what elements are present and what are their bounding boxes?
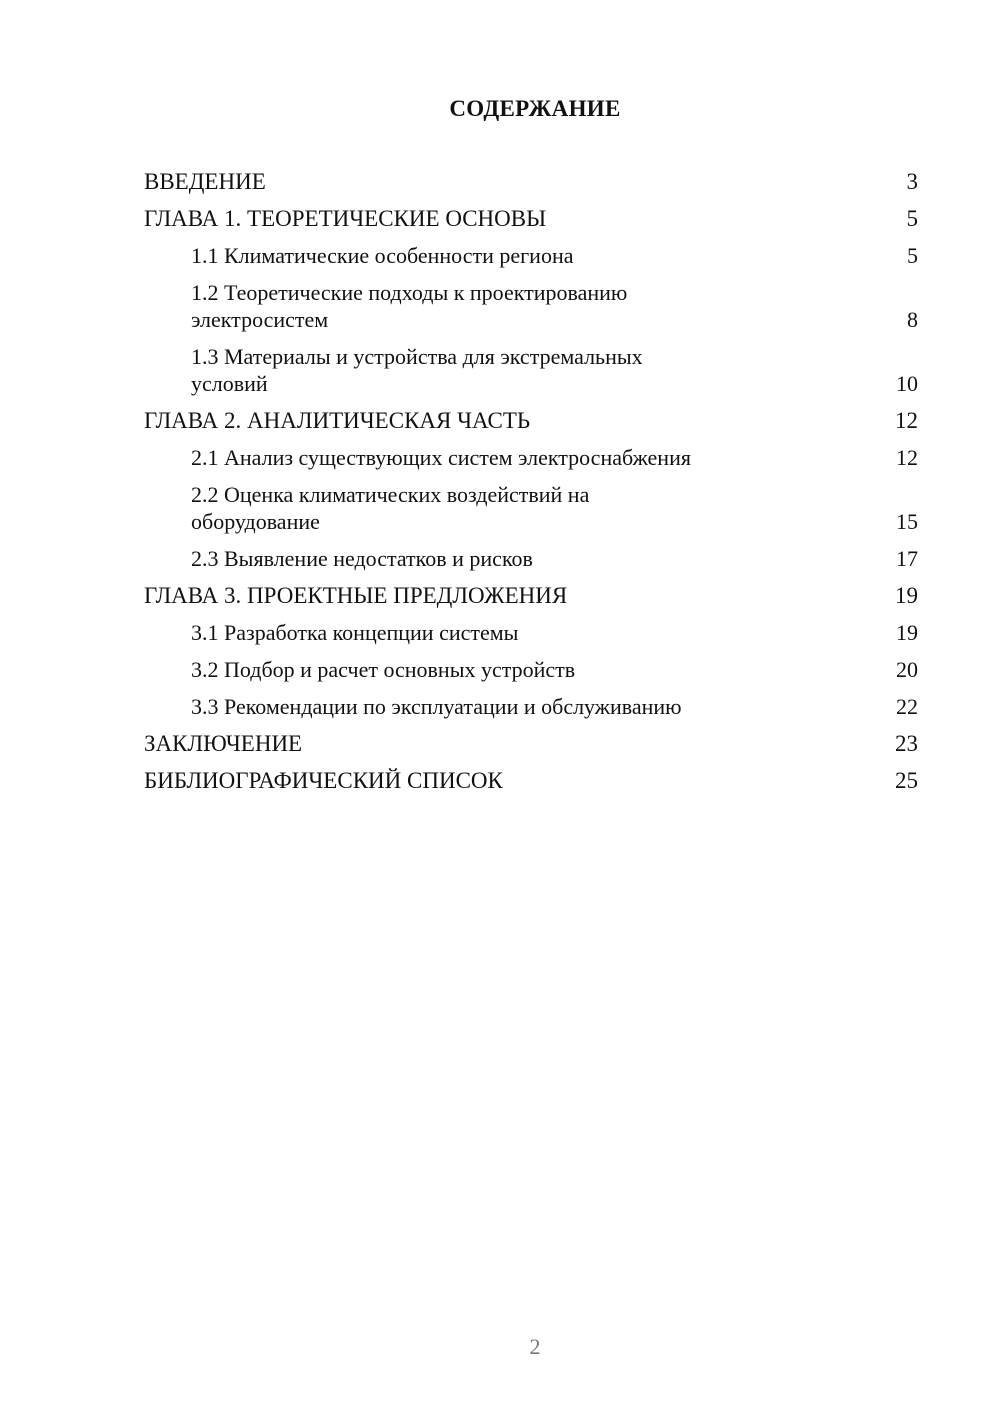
toc-entry-label: 2.1 Анализ существующих систем электроснабжения (191, 445, 691, 470)
toc-entry-section-3-1[interactable] (144, 619, 918, 646)
toc-entry-label: ГЛАВА 3. ПРОЕКТНЫЕ ПРЕДЛОЖЕНИЯ (144, 583, 568, 608)
toc-entry-label: ГЛАВА 1. ТЕОРЕТИЧЕСКИЕ ОСНОВЫ (144, 206, 547, 231)
toc-entry-page: 5 (907, 243, 918, 268)
toc-entry-label: 1.1 Климатические особенности региона (191, 243, 574, 268)
toc-entry-page: 8 (907, 307, 918, 332)
table-of-contents (144, 168, 918, 804)
toc-entry-chapter-2[interactable] (144, 407, 918, 434)
page-title: СОДЕРЖАНИЕ (449, 96, 621, 121)
toc-entry-label: 2.3 Выявление недостатков и рисков (191, 546, 533, 571)
toc-entry-page: 10 (896, 371, 918, 396)
toc-entry-page: 12 (896, 445, 918, 470)
toc-entry-label: ГЛАВА 2. АНАЛИТИЧЕСКАЯ ЧАСТЬ (144, 408, 531, 433)
toc-entry-page: 25 (895, 768, 918, 793)
toc-entry-page: 17 (896, 546, 918, 571)
toc-entry-section-3-2[interactable] (144, 656, 918, 683)
toc-entry-page: 5 (906, 206, 918, 231)
toc-entry-section-1-1[interactable] (144, 242, 918, 269)
toc-entry-section-1-3[interactable] (144, 343, 918, 397)
toc-entry-label: 3.3 Рекомендации по эксплуатации и обслуживанию (191, 694, 682, 719)
toc-entry-label: 2.2 Оценка климатических воздействий на оборудование (191, 482, 590, 534)
toc-entry-label: 3.1 Разработка концепции системы (191, 620, 519, 645)
toc-entry-page: 22 (896, 694, 918, 719)
toc-entry-section-2-1[interactable] (144, 444, 918, 471)
toc-entry-label: ЗАКЛЮЧЕНИЕ (144, 731, 303, 756)
toc-entry-page: 3 (906, 169, 918, 194)
toc-entry-page: 12 (895, 408, 918, 433)
toc-entry-chapter-1[interactable] (144, 205, 918, 232)
toc-entry-page: 20 (896, 657, 918, 682)
toc-entry-label: 3.2 Подбор и расчет основных устройств (191, 657, 576, 682)
toc-entry-page: 19 (895, 583, 918, 608)
toc-entry-label: БИБЛИОГРАФИЧЕСКИЙ СПИСОК (144, 768, 503, 793)
toc-entry-section-3-3[interactable] (144, 693, 918, 720)
toc-entry-bibliography[interactable] (144, 767, 918, 794)
toc-entry-section-2-2[interactable] (144, 481, 918, 535)
toc-entry-label: 1.3 Материалы и устройства для экстремальных условий (191, 344, 643, 396)
toc-entry-label: 1.2 Теоретические подходы к проектированию электросистем (191, 280, 628, 332)
toc-entry-section-2-3[interactable] (144, 545, 918, 572)
page-number: 2 (529, 1334, 541, 1359)
toc-entry-label: ВВЕДЕНИЕ (144, 169, 266, 194)
toc-entry-page: 15 (896, 509, 918, 534)
toc-entry-page: 19 (896, 620, 918, 645)
toc-entry-chapter-3[interactable] (144, 582, 918, 609)
toc-entry-page: 23 (895, 731, 918, 756)
toc-entry-conclusion[interactable] (144, 730, 918, 757)
toc-entry-introduction[interactable] (144, 168, 918, 195)
toc-entry-section-1-2[interactable] (144, 279, 918, 333)
